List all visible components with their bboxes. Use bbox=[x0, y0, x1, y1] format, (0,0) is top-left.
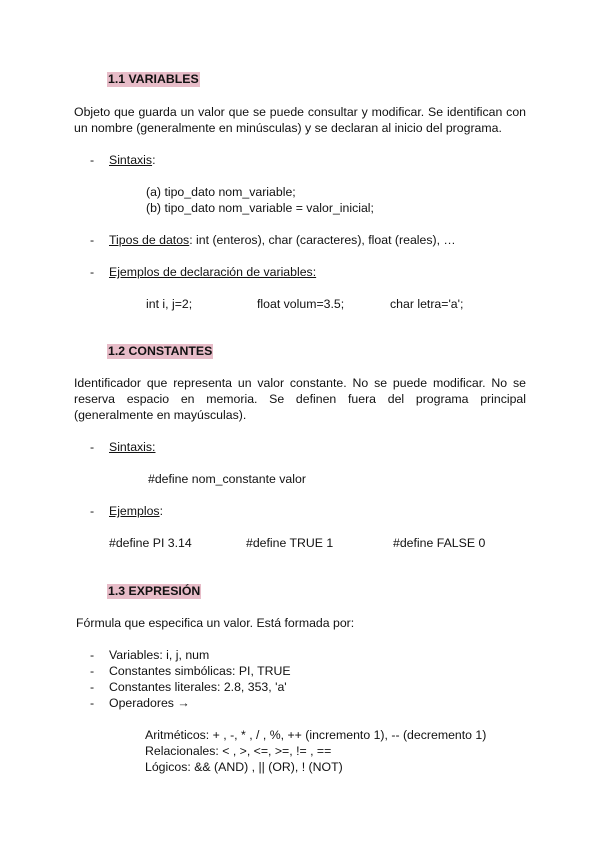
section-1-2-heading: 1.2 CONSTANTES bbox=[108, 344, 213, 358]
list-dash: - bbox=[90, 153, 95, 167]
syntax-item: Sintaxis: bbox=[109, 153, 156, 167]
list-dash: - bbox=[90, 680, 95, 694]
constants-syntax-label: Sintaxis: bbox=[109, 440, 156, 454]
examples-label: Ejemplos de declaración de variables: bbox=[109, 265, 317, 279]
constants-examples-label: Ejemplos bbox=[109, 504, 160, 518]
section-1-3-heading: 1.3 EXPRESIÓN bbox=[108, 584, 201, 598]
types-item bbox=[109, 233, 456, 248]
example-float: float volum=3.5; bbox=[257, 297, 345, 311]
list-dash: - bbox=[90, 233, 95, 247]
constants-examples-item: Ejemplos: bbox=[109, 504, 163, 518]
constant-example-false: #define FALSE 0 bbox=[393, 536, 486, 550]
section-1-2-intro: Identificador que representa un valor constante. No se puede modificar. No se reserva espacio en memoria. Se definen fuera del programa principal (generalmente en mayúsculas). bbox=[74, 376, 526, 422]
section-1-1-heading: 1.1 VARIABLES bbox=[108, 72, 199, 86]
syntax-line-a: (a) tipo_dato nom_variable; bbox=[146, 185, 296, 199]
types-text: : int (enteros), char (caracteres), float (reales), … bbox=[189, 233, 456, 247]
constant-example-true: #define TRUE 1 bbox=[246, 536, 334, 550]
list-dash: - bbox=[90, 664, 95, 678]
types-label: Tipos de datos bbox=[109, 233, 190, 247]
list-item-operators: Operadores → bbox=[109, 696, 190, 710]
list-dash: - bbox=[90, 504, 95, 518]
operators-relational: Relacionales: < , >, <=, >=, != , == bbox=[145, 744, 332, 758]
section-1-3-intro: Fórmula que especifica un valor. Está formada por: bbox=[76, 616, 355, 630]
example-int: int i, j=2; bbox=[146, 297, 193, 311]
operators-logical: Lógicos: && (AND) , || (OR), ! (NOT) bbox=[145, 760, 343, 774]
example-char: char letra='a'; bbox=[390, 297, 464, 311]
list-item-symbolic: Constantes simbólicas: PI, TRUE bbox=[109, 664, 291, 678]
list-dash: - bbox=[90, 696, 95, 710]
list-item-literals: Constantes literales: 2.8, 353, 'a' bbox=[109, 680, 287, 694]
operators-arithmetic: Aritméticos: + , -, * , / , %, ++ (incremento 1), -- (decremento 1) bbox=[145, 728, 487, 742]
list-item-variables: Variables: i, j, num bbox=[109, 648, 210, 662]
syntax-label: Sintaxis bbox=[109, 153, 153, 167]
list-dash: - bbox=[90, 265, 95, 279]
list-dash: - bbox=[90, 648, 95, 662]
constants-syntax-line: #define nom_constante valor bbox=[148, 472, 306, 486]
section-1-1-intro: Objeto que guarda un valor que se puede consultar y modificar. Se identifican con un nombre (generalmente en minúsculas) y se declaran al inicio del programa. bbox=[74, 105, 526, 135]
constant-example-pi: #define PI 3.14 bbox=[109, 536, 192, 550]
list-dash: - bbox=[90, 440, 95, 454]
syntax-line-b: (b) tipo_dato nom_variable = valor_inicial; bbox=[146, 201, 374, 215]
